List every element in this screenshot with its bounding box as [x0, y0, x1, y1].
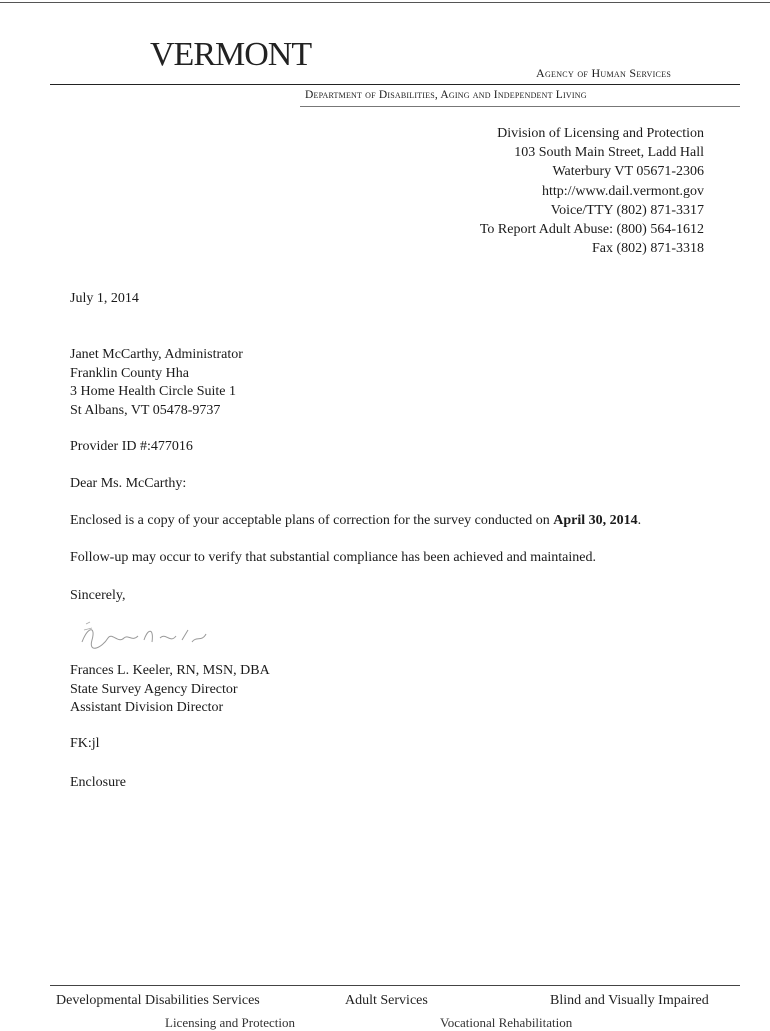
- address-voice: Voice/TTY (802) 871-3317: [550, 202, 704, 218]
- footer-rule: [50, 985, 740, 986]
- address-website: http://www.dail.vermont.gov: [541, 183, 704, 199]
- survey-date: April 30, 2014: [553, 513, 638, 528]
- agency-name: Agency of Human Services: [536, 66, 672, 80]
- enclosure-note: Enclosure: [70, 775, 126, 790]
- address-line: Waterbury VT 05671-2306: [552, 164, 704, 180]
- signer-block: [70, 662, 270, 718]
- department-rule: [300, 106, 740, 107]
- department-name: Department of Disabilities, Aging and Independent Living: [305, 89, 587, 101]
- top-border-rule: [0, 2, 770, 3]
- address-line: Division of Licensing and Protection: [497, 126, 704, 141]
- address-line: 103 South Main Street, Ladd Hall: [514, 145, 704, 161]
- letterhead-rule: [50, 84, 740, 85]
- signer-name: Frances L. Keeler, RN, MSN, DBA: [70, 663, 270, 678]
- footer-vocational-rehabilitation: Vocational Rehabilitation: [440, 1015, 573, 1030]
- footer-blind-visually-impaired: Blind and Visually Impaired: [550, 993, 709, 1008]
- signer-title: Assistant Division Director: [70, 700, 224, 715]
- provider-id: Provider ID #:477016: [70, 439, 193, 454]
- vermont-logo: VERMONT: [150, 36, 312, 73]
- recipient-line: 3 Home Health Circle Suite 1: [70, 384, 237, 399]
- recipient-address: [70, 346, 243, 420]
- closing: Sincerely,: [70, 588, 126, 603]
- letter-date: July 1, 2014: [70, 291, 139, 306]
- address-abuse-hotline: To Report Adult Abuse: (800) 564-1612: [479, 222, 704, 238]
- recipient-line: St Albans, VT 05478-9737: [70, 402, 221, 418]
- body-paragraph-1: [70, 513, 641, 529]
- footer-adult-services: Adult Services: [345, 993, 428, 1008]
- body-text: Enclosed is a copy of your acceptable plans of correction for the survey conducted on: [70, 513, 554, 528]
- salutation: Dear Ms. McCarthy:: [70, 476, 187, 491]
- signature-image: [78, 618, 218, 652]
- typist-initials: FK:jl: [70, 736, 100, 751]
- body-text: .: [637, 513, 642, 528]
- body-paragraph-2: Follow-up may occur to verify that substantial compliance has been achieved and maintained.: [70, 550, 596, 565]
- recipient-line: Janet McCarthy, Administrator: [70, 347, 243, 362]
- sender-address: [480, 124, 704, 258]
- footer-developmental-disabilities: Developmental Disabilities Services: [56, 993, 260, 1008]
- signer-title: State Survey Agency Director: [70, 681, 238, 697]
- recipient-line: Franklin County Hha: [70, 365, 189, 381]
- address-fax: Fax (802) 871-3318: [592, 241, 704, 257]
- footer-licensing-protection: Licensing and Protection: [165, 1015, 295, 1030]
